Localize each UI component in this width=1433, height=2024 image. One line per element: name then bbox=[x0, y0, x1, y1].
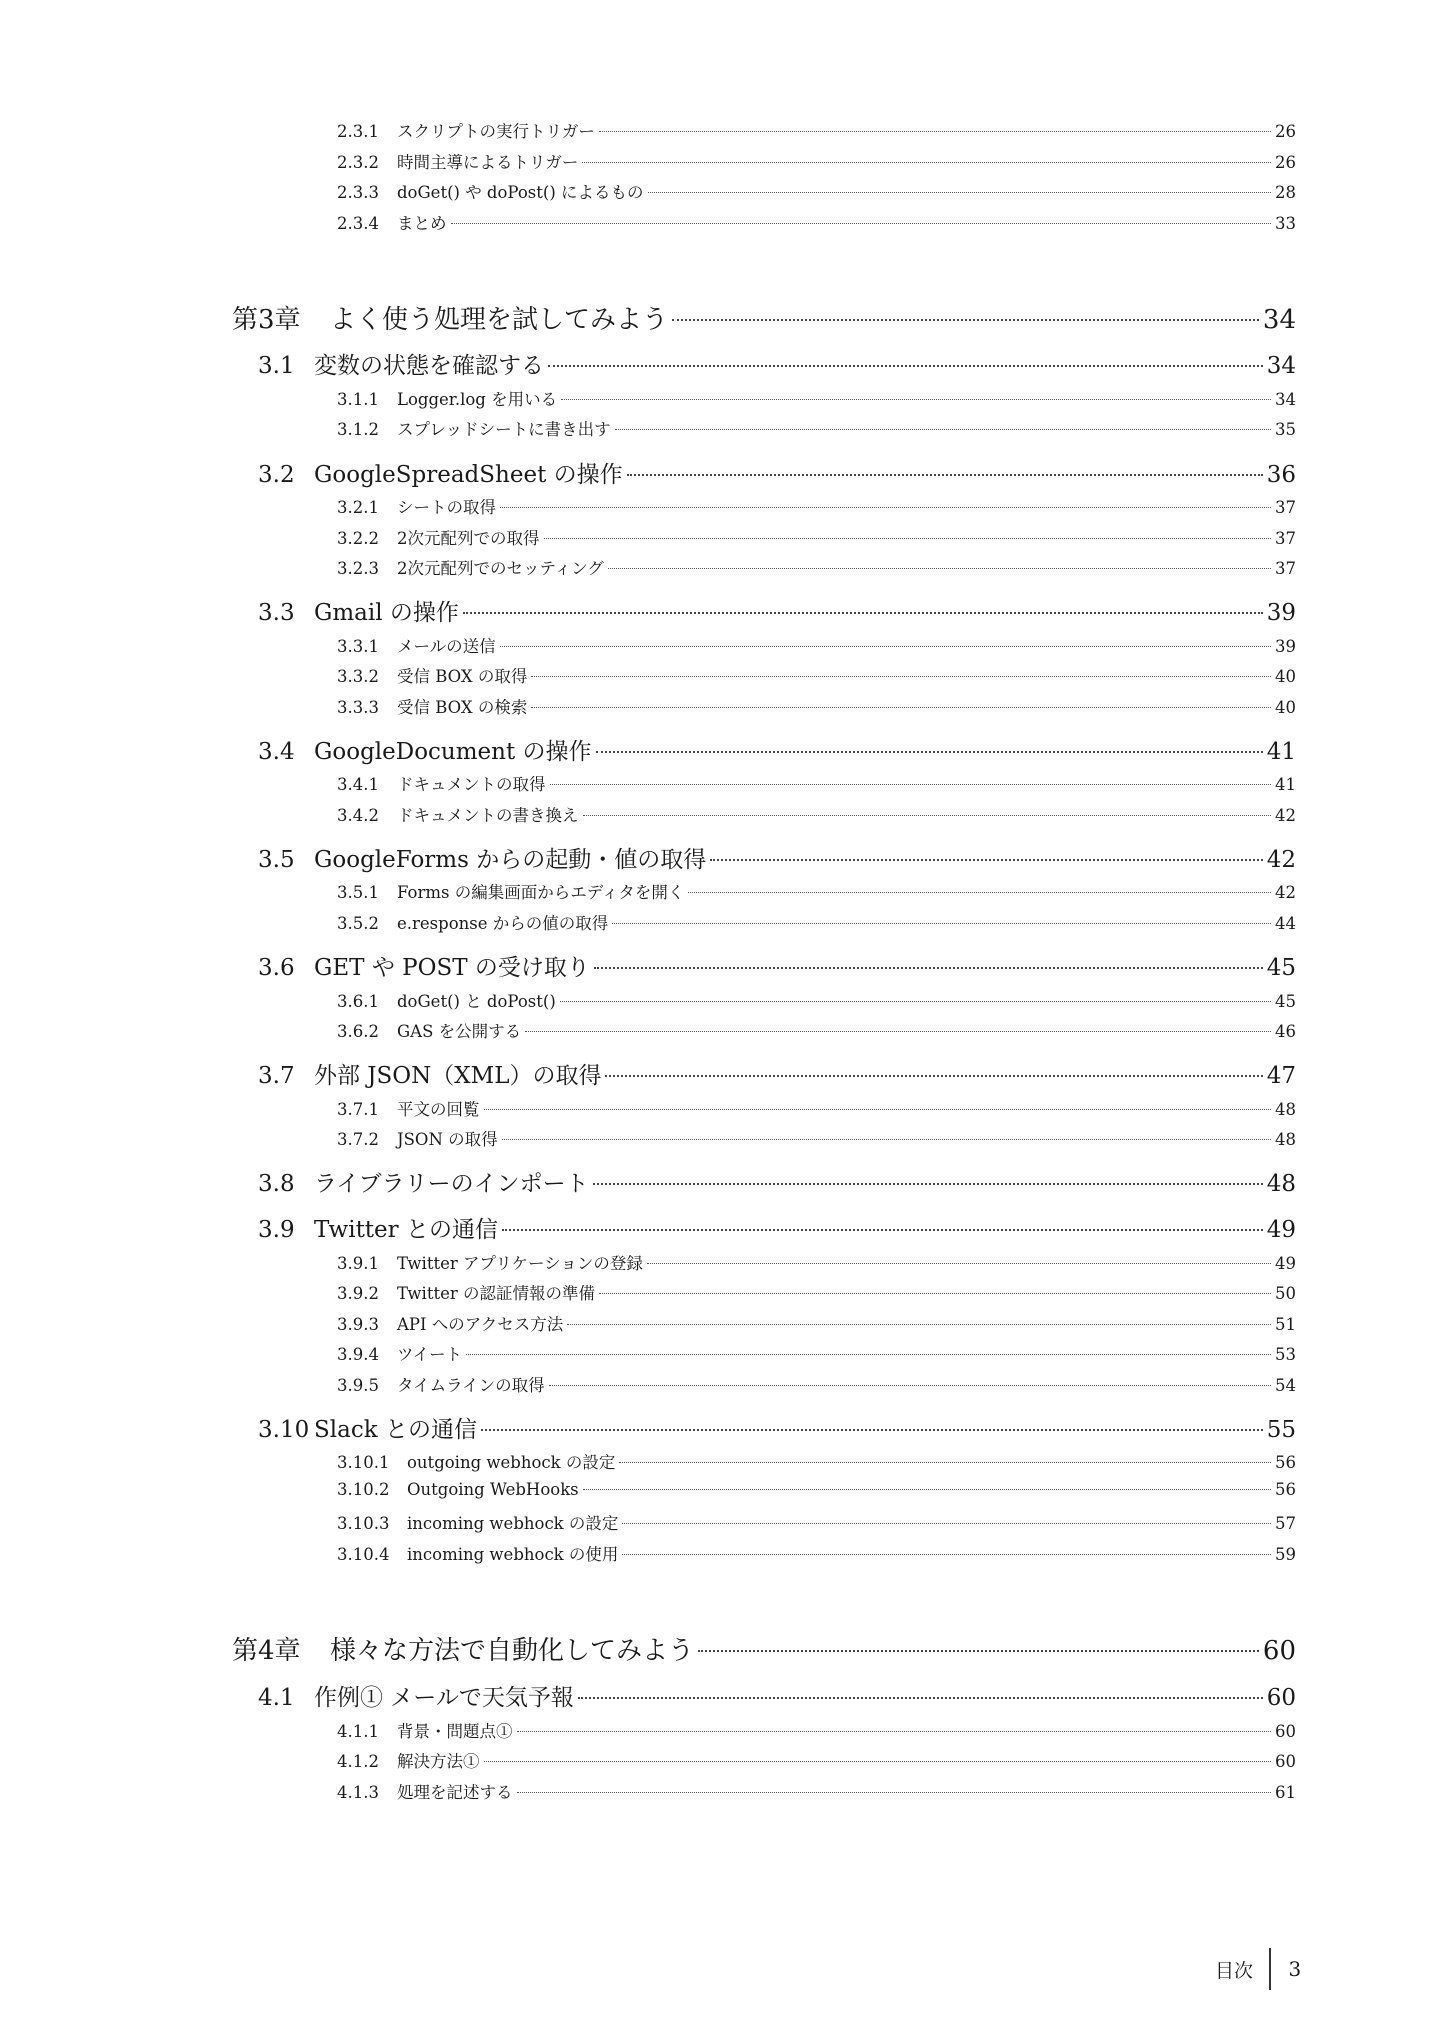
entry-title: ドキュメントの取得 bbox=[397, 775, 546, 794]
dot-leader bbox=[544, 538, 1272, 539]
entry-page: 57 bbox=[1275, 1514, 1296, 1533]
toc-entry-sub[interactable] bbox=[337, 1280, 1296, 1304]
entry-page: 40 bbox=[1275, 698, 1296, 717]
dot-leader bbox=[481, 1429, 1263, 1431]
entry-page: 59 bbox=[1275, 1545, 1296, 1564]
toc-entry-sub[interactable] bbox=[337, 118, 1296, 142]
toc-entry-sub[interactable] bbox=[337, 1510, 1296, 1534]
entry-number: 3.6.1 bbox=[337, 992, 379, 1011]
dot-leader bbox=[549, 1385, 1271, 1386]
entry-number: 3.7.2 bbox=[337, 1130, 379, 1149]
entry-number: 3.9.4 bbox=[337, 1345, 379, 1364]
dot-leader bbox=[710, 859, 1262, 861]
toc-entry-sub[interactable] bbox=[337, 179, 1296, 203]
entry-title: doGet() や doPost() によるもの bbox=[397, 183, 644, 202]
entry-title: outgoing webhock の設定 bbox=[407, 1453, 616, 1472]
page-number: 3 bbox=[1288, 1957, 1302, 1981]
dot-leader bbox=[561, 399, 1271, 400]
entry-page: 44 bbox=[1275, 914, 1296, 933]
dot-leader bbox=[517, 1792, 1272, 1793]
entry-title: 受信 BOX の取得 bbox=[397, 667, 528, 686]
entry-title: e.response からの値の取得 bbox=[397, 914, 609, 933]
entry-title: 変数の状態を確認する bbox=[314, 353, 544, 379]
entry-page: 28 bbox=[1275, 183, 1296, 202]
dot-leader bbox=[466, 1354, 1271, 1355]
dot-leader bbox=[531, 676, 1271, 677]
toc-entry-sub[interactable] bbox=[337, 1341, 1296, 1365]
toc-entry-section[interactable] bbox=[258, 1211, 1296, 1244]
entry-title: Slack との通信 bbox=[314, 1417, 477, 1443]
entry-number: 3.9 bbox=[258, 1217, 295, 1243]
entry-title: GET や POST の受け取り bbox=[314, 955, 590, 981]
entry-title: 解決方法① bbox=[397, 1752, 480, 1771]
dot-leader bbox=[583, 815, 1272, 816]
entry-number: 2.3.2 bbox=[337, 153, 379, 172]
entry-page: 26 bbox=[1275, 153, 1296, 172]
entry-title: ライブラリーのインポート bbox=[314, 1171, 589, 1197]
entry-title: メールの送信 bbox=[397, 637, 496, 656]
entry-title: Twitter の認証情報の準備 bbox=[397, 1284, 595, 1303]
entry-number: 2.3.4 bbox=[337, 214, 379, 233]
dot-leader bbox=[500, 646, 1271, 647]
entry-page: 50 bbox=[1275, 1284, 1296, 1303]
dot-leader bbox=[599, 131, 1271, 132]
entry-page: 48 bbox=[1266, 1171, 1296, 1197]
entry-number: 3.5 bbox=[258, 847, 295, 873]
entry-page: 37 bbox=[1275, 529, 1296, 548]
entry-number: 2.3.3 bbox=[337, 183, 379, 202]
entry-title: GAS を公開する bbox=[397, 1022, 522, 1041]
toc-entry-chapter[interactable] bbox=[232, 299, 1296, 336]
toc-entry-sub[interactable] bbox=[337, 1311, 1296, 1335]
entry-number: 3.7 bbox=[258, 1063, 295, 1089]
entry-page: 26 bbox=[1275, 122, 1296, 141]
entry-title: 2次元配列での取得 bbox=[397, 529, 540, 548]
entry-title: よく使う処理を試してみよう bbox=[330, 305, 669, 335]
entry-title: JSON の取得 bbox=[397, 1130, 498, 1149]
entry-number: 3.6 bbox=[258, 955, 295, 981]
entry-number: 3.2.1 bbox=[337, 498, 379, 517]
entry-page: 60 bbox=[1262, 1636, 1296, 1666]
entry-page: 37 bbox=[1275, 498, 1296, 517]
entry-title: GoogleSpreadSheet の操作 bbox=[314, 462, 623, 488]
entry-title: 作例① メールで天気予報 bbox=[314, 1685, 574, 1711]
entry-title: Logger.log を用いる bbox=[397, 390, 558, 409]
entry-page: 61 bbox=[1275, 1783, 1296, 1802]
dot-leader bbox=[672, 319, 1259, 321]
entry-page: 35 bbox=[1275, 420, 1296, 439]
entry-number: 第3章 bbox=[232, 305, 301, 335]
toc-entry-section[interactable] bbox=[258, 456, 1296, 489]
entry-page: 53 bbox=[1275, 1345, 1296, 1364]
entry-title: Outgoing WebHooks bbox=[407, 1480, 579, 1499]
entry-title: スプレッドシートに書き出す bbox=[397, 420, 611, 439]
entry-page: 54 bbox=[1275, 1376, 1296, 1395]
entry-page: 56 bbox=[1275, 1453, 1296, 1472]
entry-title: GoogleDocument の操作 bbox=[314, 739, 592, 765]
entry-page: 42 bbox=[1275, 806, 1296, 825]
entry-page: 60 bbox=[1275, 1722, 1296, 1741]
dot-leader bbox=[531, 707, 1271, 708]
entry-title: タイムラインの取得 bbox=[397, 1376, 545, 1395]
entry-title: incoming webhock の設定 bbox=[407, 1514, 619, 1533]
dot-leader bbox=[560, 1001, 1271, 1002]
toc-entry-section[interactable] bbox=[258, 1057, 1296, 1090]
entry-number: 3.2.2 bbox=[337, 529, 379, 548]
toc-entry-sub[interactable] bbox=[337, 525, 1296, 549]
entry-page: 40 bbox=[1275, 667, 1296, 686]
entry-title: 受信 BOX の検索 bbox=[397, 698, 528, 717]
entry-number: 3.2.3 bbox=[337, 559, 379, 578]
entry-title: incoming webhock の使用 bbox=[407, 1545, 619, 1564]
entry-number: 3.3 bbox=[258, 600, 295, 626]
entry-number: 2.3.1 bbox=[337, 122, 379, 141]
dot-leader bbox=[688, 892, 1271, 893]
entry-number: 3.2 bbox=[258, 462, 295, 488]
dot-leader bbox=[583, 1489, 1271, 1490]
dot-leader bbox=[608, 568, 1271, 569]
entry-title: 外部 JSON（XML）の取得 bbox=[314, 1063, 602, 1089]
toc-entry-sub[interactable] bbox=[337, 1126, 1296, 1150]
dot-leader bbox=[599, 1293, 1271, 1294]
entry-page: 55 bbox=[1266, 1417, 1296, 1443]
dot-leader bbox=[578, 1697, 1263, 1699]
toc-entry-sub[interactable] bbox=[337, 1748, 1296, 1772]
entry-number: 3.4 bbox=[258, 739, 295, 765]
toc-entry-sub[interactable] bbox=[337, 555, 1296, 579]
toc-entry-sub[interactable] bbox=[337, 910, 1296, 934]
entry-number: 3.5.2 bbox=[337, 914, 379, 933]
entry-page: 36 bbox=[1266, 462, 1296, 488]
entry-number: 3.3.1 bbox=[337, 637, 379, 656]
toc-entry-sub[interactable] bbox=[337, 494, 1296, 518]
entry-title: シートの取得 bbox=[397, 498, 496, 517]
toc-entry-sub[interactable] bbox=[337, 1541, 1296, 1565]
entry-title: 背景・問題点① bbox=[397, 1722, 513, 1741]
entry-title: 平文の回覧 bbox=[397, 1100, 480, 1119]
toc-entry-section[interactable] bbox=[258, 594, 1296, 627]
entry-title: スクリプトの実行トリガー bbox=[397, 122, 595, 141]
entry-page: 46 bbox=[1275, 1022, 1296, 1041]
entry-number: 3.8 bbox=[258, 1171, 295, 1197]
entry-title: ドキュメントの書き換え bbox=[397, 806, 579, 825]
toc-entry-sub[interactable] bbox=[337, 416, 1296, 440]
entry-number: 4.1 bbox=[258, 1685, 295, 1711]
entry-number: 3.6.2 bbox=[337, 1022, 379, 1041]
entry-page: 34 bbox=[1266, 353, 1296, 379]
entry-page: 39 bbox=[1266, 600, 1296, 626]
toc-entry-sub[interactable] bbox=[337, 694, 1296, 718]
entry-title: まとめ bbox=[397, 214, 447, 233]
toc-entry-section[interactable] bbox=[258, 1411, 1296, 1444]
dot-leader bbox=[648, 192, 1271, 193]
footer-divider bbox=[1269, 1948, 1271, 1990]
entry-page: 49 bbox=[1266, 1217, 1296, 1243]
entry-number: 4.1.2 bbox=[337, 1752, 379, 1771]
entry-title: GoogleForms からの起動・値の取得 bbox=[314, 847, 707, 873]
entry-page: 45 bbox=[1275, 992, 1296, 1011]
entry-page: 42 bbox=[1275, 883, 1296, 902]
toc-entry-section[interactable] bbox=[258, 841, 1296, 874]
entry-number: 3.10.4 bbox=[337, 1545, 390, 1564]
entry-number: 3.1.1 bbox=[337, 390, 379, 409]
dot-leader bbox=[517, 1731, 1272, 1732]
dot-leader bbox=[622, 1523, 1271, 1524]
entry-number: 3.1.2 bbox=[337, 420, 379, 439]
dot-leader bbox=[548, 365, 1263, 367]
dot-leader bbox=[605, 1075, 1262, 1077]
dot-leader bbox=[502, 1229, 1263, 1231]
entry-number: 3.4.1 bbox=[337, 775, 379, 794]
dot-leader bbox=[484, 1761, 1272, 1762]
toc-entry-sub[interactable] bbox=[337, 988, 1296, 1012]
dot-leader bbox=[612, 923, 1271, 924]
dot-leader bbox=[582, 162, 1271, 163]
toc-entry-chapter[interactable] bbox=[232, 1630, 1296, 1667]
toc-entry-sub[interactable] bbox=[337, 1250, 1296, 1274]
entry-page: 37 bbox=[1275, 559, 1296, 578]
toc-entry-section[interactable] bbox=[258, 1679, 1296, 1712]
entry-number: 3.9.3 bbox=[337, 1315, 379, 1334]
dot-leader bbox=[596, 751, 1263, 753]
entry-number: 3.3.2 bbox=[337, 667, 379, 686]
entry-page: 41 bbox=[1275, 775, 1296, 794]
dot-leader bbox=[550, 784, 1272, 785]
entry-number: 4.1.1 bbox=[337, 1722, 379, 1741]
entry-page: 60 bbox=[1275, 1752, 1296, 1771]
toc-entry-section[interactable] bbox=[258, 1165, 1296, 1198]
entry-number: 3.4.2 bbox=[337, 806, 379, 825]
entry-page: 48 bbox=[1275, 1130, 1296, 1149]
toc-entry-sub[interactable] bbox=[337, 1480, 1296, 1499]
page-footer bbox=[1215, 1948, 1301, 1990]
toc-entry-sub[interactable] bbox=[337, 1096, 1296, 1120]
dot-leader bbox=[647, 1263, 1271, 1264]
entry-number: 3.10.2 bbox=[337, 1480, 390, 1499]
entry-page: 60 bbox=[1266, 1685, 1296, 1711]
toc-entry-sub[interactable] bbox=[337, 802, 1296, 826]
toc-entry-sub[interactable] bbox=[337, 1779, 1296, 1803]
entry-title: doGet() と doPost() bbox=[397, 992, 556, 1011]
entry-title: Forms の編集画面からエディタを開く bbox=[397, 883, 685, 902]
entry-number: 3.9.2 bbox=[337, 1284, 379, 1303]
toc-entry-sub[interactable] bbox=[337, 771, 1296, 795]
entry-number: 3.10 bbox=[258, 1417, 310, 1443]
entry-page: 49 bbox=[1275, 1254, 1296, 1273]
toc-entry-sub[interactable] bbox=[337, 663, 1296, 687]
entry-number: 3.7.1 bbox=[337, 1100, 379, 1119]
entry-title: 様々な方法で自動化してみよう bbox=[330, 1636, 695, 1666]
dot-leader bbox=[615, 429, 1271, 430]
entry-title: 処理を記述する bbox=[397, 1783, 513, 1802]
toc-entry-sub[interactable] bbox=[337, 1449, 1296, 1473]
entry-page: 34 bbox=[1262, 305, 1296, 335]
entry-page: 51 bbox=[1275, 1315, 1296, 1334]
toc-entry-sub[interactable] bbox=[337, 1372, 1296, 1396]
toc-entry-sub[interactable] bbox=[337, 210, 1296, 234]
entry-page: 34 bbox=[1275, 390, 1296, 409]
entry-number: 3.10.1 bbox=[337, 1453, 390, 1472]
entry-number: 3.5.1 bbox=[337, 883, 379, 902]
toc-entry-section[interactable] bbox=[258, 949, 1296, 982]
entry-number: 第4章 bbox=[232, 1636, 301, 1666]
entry-page: 41 bbox=[1266, 739, 1296, 765]
entry-page: 39 bbox=[1275, 637, 1296, 656]
entry-title: 時間主導によるトリガー bbox=[397, 153, 579, 172]
dot-leader bbox=[502, 1139, 1271, 1140]
entry-title: Twitter アプリケーションの登録 bbox=[397, 1254, 643, 1273]
dot-leader bbox=[698, 1650, 1259, 1652]
entry-title: Gmail の操作 bbox=[314, 600, 459, 626]
entry-page: 42 bbox=[1266, 847, 1296, 873]
entry-page: 33 bbox=[1275, 214, 1296, 233]
dot-leader bbox=[500, 507, 1271, 508]
dot-leader bbox=[593, 1183, 1263, 1185]
entry-number: 3.3.3 bbox=[337, 698, 379, 717]
entry-number: 3.9.5 bbox=[337, 1376, 379, 1395]
entry-page: 48 bbox=[1275, 1100, 1296, 1119]
dot-leader bbox=[622, 1554, 1271, 1555]
dot-leader bbox=[484, 1109, 1272, 1110]
dot-leader bbox=[525, 1031, 1271, 1032]
dot-leader bbox=[451, 223, 1272, 224]
toc-entry-sub[interactable] bbox=[337, 1018, 1296, 1042]
entry-title: Twitter との通信 bbox=[314, 1217, 498, 1243]
entry-page: 56 bbox=[1275, 1480, 1296, 1499]
entry-number: 4.1.3 bbox=[337, 1783, 379, 1802]
toc-entry-sub[interactable] bbox=[337, 149, 1296, 173]
dot-leader bbox=[567, 1324, 1271, 1325]
entry-title: 2次元配列でのセッティング bbox=[397, 559, 604, 578]
entry-number: 3.10.3 bbox=[337, 1514, 390, 1533]
footer-label: 目次 bbox=[1215, 1959, 1254, 1982]
toc-entry-section[interactable] bbox=[258, 733, 1296, 766]
entry-number: 3.1 bbox=[258, 353, 295, 379]
entry-number: 3.9.1 bbox=[337, 1254, 379, 1273]
entry-page: 45 bbox=[1266, 955, 1296, 981]
dot-leader bbox=[619, 1462, 1271, 1463]
toc-entry-sub[interactable] bbox=[337, 386, 1296, 410]
toc-entry-sub[interactable] bbox=[337, 1718, 1296, 1742]
dot-leader bbox=[463, 612, 1263, 614]
entry-title: ツイート bbox=[397, 1345, 463, 1364]
toc-entry-section[interactable] bbox=[258, 347, 1296, 380]
dot-leader bbox=[627, 474, 1263, 476]
entry-page: 47 bbox=[1266, 1063, 1296, 1089]
entry-title: API へのアクセス方法 bbox=[397, 1315, 564, 1334]
toc-entry-sub[interactable] bbox=[337, 633, 1296, 657]
dot-leader bbox=[594, 967, 1263, 969]
toc-entry-sub[interactable] bbox=[337, 879, 1296, 903]
